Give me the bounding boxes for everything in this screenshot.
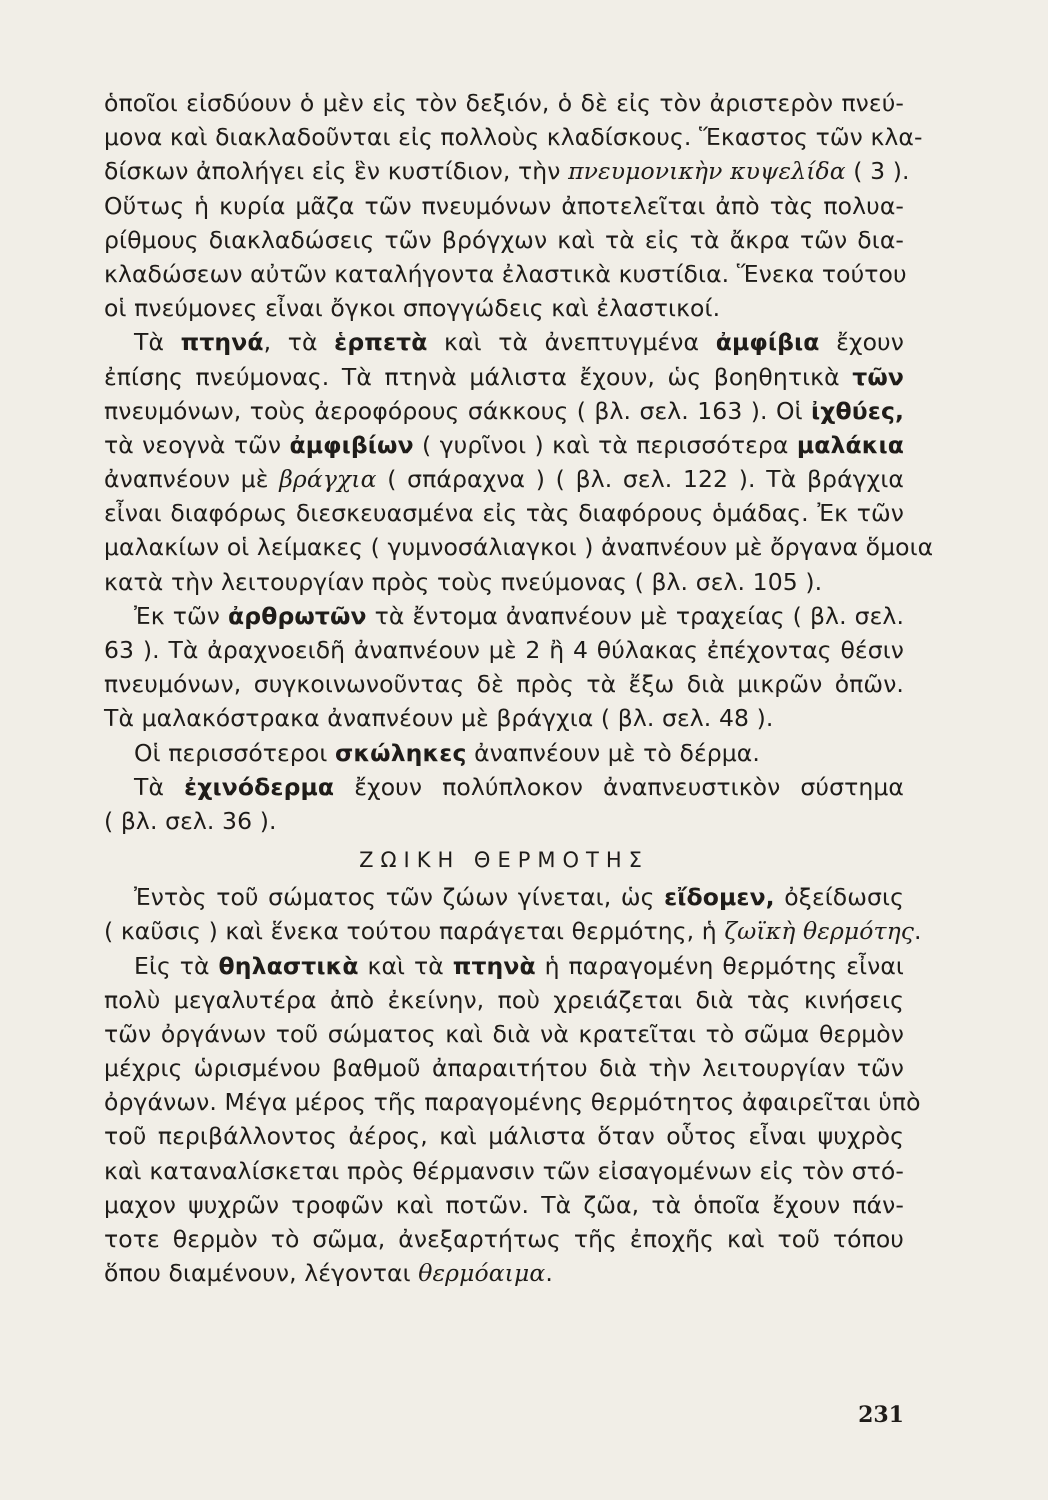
text-line: 63 ). Τὰ ἀραχνοειδῆ ἀναπνέουν μὲ 2 ἢ 4 θύλακας ἐπέχοντας θέσιν xyxy=(104,636,904,664)
text-line: Τὰ μαλακόστρακα ἀναπνέουν μὲ βράγχια ( βλ. σελ. 48 ). xyxy=(104,704,774,733)
text-span: ἐπίσης πνεύμονας. Τὰ πτηνὰ μάλιστα ἔχουν, ὡς βοηθητικὰ xyxy=(104,362,853,391)
paragraph-start xyxy=(104,949,904,983)
text-line xyxy=(104,1256,904,1290)
bold-term: ἰχθύες, xyxy=(811,396,904,425)
text-span: ἀναπνέουν μὲ τὸ δέρμα. xyxy=(466,738,760,767)
text-line: κατὰ τὴν λειτουργίαν πρὸς τοὺς πνεύμονας ( βλ. σελ. 105 ). xyxy=(104,567,823,596)
text-span: ὀξείδωσις xyxy=(774,883,904,912)
text-line: ὁποῖοι εἰσδύουν ὁ μὲν εἰς τὸν δεξιόν, ὁ δὲ εἰς τὸν ἀριστερὸν πνεύ- xyxy=(104,89,904,117)
text-line: μέχρις ὡρισμένου βαθμοῦ ἀπαραιτήτου διὰ τὴν λειτουργίαν τῶν xyxy=(104,1054,904,1083)
text-span: τὰ νεογνὰ τῶν xyxy=(104,430,290,459)
text-line: ( βλ. σελ. 36 ). xyxy=(104,806,277,835)
text-line: κλαδώσεων αὐτῶν καταλήγοντα ἐλαστικὰ κυστίδια. Ἕνεκα τούτου xyxy=(104,259,907,288)
text-line: εἶναι διαφόρως διεσκευασμένα εἰς τὰς διαφόρους ὁμάδας. Ἐκ τῶν xyxy=(104,499,904,528)
text-line xyxy=(104,394,904,428)
text-span: ἡ παραγομένη θερμότης εἶναι xyxy=(535,951,904,980)
text-span: . xyxy=(545,1259,553,1288)
bold-term: ἐχινόδερμα xyxy=(184,772,335,801)
paragraph-start xyxy=(104,770,904,804)
text-line: πνευμόνων, συγκοινωνοῦντας δὲ πρὸς τὰ ἔξω διὰ μικρῶν ὀπῶν. xyxy=(104,670,904,699)
text-span: ( γυρῖνοι ) καὶ τὰ περισσότερα xyxy=(413,430,797,459)
bold-term: σκώληκες xyxy=(334,738,467,767)
italic-term: θερμόαιμα xyxy=(418,1259,546,1288)
text-line: μονα καὶ διακλαδοῦνται εἰς πολλοὺς κλαδίσκους. Ἕκαστος τῶν κλα- xyxy=(104,123,923,152)
text-span: καὶ τὰ ἀνεπτυγμένα xyxy=(427,328,716,357)
bold-term: μαλάκια xyxy=(796,430,905,459)
text-span: Τὰ xyxy=(134,772,185,801)
italic-term: βράγχια xyxy=(279,465,377,494)
paragraph-start xyxy=(104,599,904,633)
text-line xyxy=(104,360,904,394)
text-span: πνευμόνων, τοὺς ἀεροφόρους σάκκους ( βλ. σελ. 163 ). Οἱ xyxy=(104,396,812,425)
italic-term: ζωϊκὴ θερμότης xyxy=(724,917,915,946)
text-line: τοῦ περιβάλλοντος ἀέρος, καὶ μάλιστα ὅταν οὗτος εἶναι ψυχρὸς xyxy=(104,1122,904,1151)
text-line: Οὕτως ἡ κυρία μᾶζα τῶν πνευμόνων ἀποτελεῖται ἀπὸ τὰς πολυα- xyxy=(104,191,904,220)
text-line: μαλακίων οἱ λείμακες ( γυμνοσάλιαγκοι ) ἀναπνέουν μὲ ὄργανα ὅμοια xyxy=(104,533,934,562)
text-span: , τὰ xyxy=(263,328,335,357)
text-line xyxy=(104,914,922,948)
text-line: μαχον ψυχρῶν τροφῶν καὶ ποτῶν. Τὰ ζῶα, τὰ ὁποῖα ἔχουν πάν- xyxy=(104,1190,904,1219)
text-span: . xyxy=(914,917,922,946)
text-span: Εἰς τὰ xyxy=(134,951,219,980)
text-line: καὶ καταναλίσκεται πρὸς θέρμανσιν τῶν εἰσαγομένων εἰς τὸν στό- xyxy=(104,1156,904,1185)
text-line: πολὺ μεγαλυτέρα ἀπὸ ἐκείνην, ποὺ χρειάζεται διὰ τὰς κινήσεις xyxy=(104,985,904,1014)
text-span: Οἱ περισσότεροι xyxy=(134,738,335,767)
text-line: οἱ πνεύμονες εἶναι ὄγκοι σπογγώδεις καὶ ἐλαστικοί. xyxy=(104,294,721,323)
paragraph-start xyxy=(104,880,904,914)
section-heading: ΖΩΙΚΗ ΘΕΡΜΟΤΗΣ xyxy=(359,848,649,873)
paragraph-start xyxy=(104,736,904,770)
bold-term: τῶν xyxy=(852,362,904,391)
bold-term: ἀρθρωτῶν xyxy=(228,601,367,630)
bold-term: ἀμφιβίων xyxy=(289,430,414,459)
text-span: Τὰ xyxy=(134,328,181,357)
text-span: ( 3 ). xyxy=(845,157,910,186)
text-line xyxy=(104,154,910,188)
text-span: ( σπάραχνα ) ( βλ. σελ. 122 ). Τὰ βράγχια xyxy=(376,465,904,494)
page-number: 231 xyxy=(858,1402,904,1428)
italic-term: πνευμονικὴν κυψελίδα xyxy=(568,157,846,186)
text-line xyxy=(104,462,904,496)
text-span: ἀναπνέουν μὲ xyxy=(104,465,280,494)
text-line: τοτε θερμὸν τὸ σῶμα, ἀνεξαρτήτως τῆς ἐποχῆς καὶ τοῦ τόπου xyxy=(104,1225,904,1253)
text-span: ἔχουν xyxy=(819,328,904,357)
text-span: Ἐντὸς τοῦ σώματος τῶν ζώων γίνεται, ὡς xyxy=(134,883,665,912)
text-span: ( καῦσις ) καὶ ἕνεκα τούτου παράγεται θερμότης, ἡ xyxy=(104,917,725,946)
text-span: Ἐκ τῶν xyxy=(134,601,229,630)
text-line: τῶν ὀργάνων τοῦ σώματος καὶ διὰ νὰ κρατεῖται τὸ σῶμα θερμὸν xyxy=(104,1019,904,1048)
body-text xyxy=(104,86,934,1290)
text-span: ἔχουν πολύπλοκον ἀναπνευστικὸν σύστημα xyxy=(334,772,904,801)
paragraph-start xyxy=(104,325,904,359)
bold-term: πτηνὰ xyxy=(452,951,536,980)
text-span: καὶ τὰ xyxy=(358,951,453,980)
text-line: ρίθμους διακλαδώσεις τῶν βρόγχων καὶ τὰ εἰς τὰ ἄκρα τῶν δια- xyxy=(104,225,904,254)
text-line: ὀργάνων. Μέγα μέρος τῆς παραγομένης θερμότητος ἀφαιρεῖται ὑπὸ xyxy=(104,1088,921,1117)
bold-term: θηλαστικὰ xyxy=(218,951,359,980)
text-line xyxy=(104,428,904,462)
text-span: τὰ ἔντομα ἀναπνέουν μὲ τραχείας ( βλ. σελ. xyxy=(366,601,905,630)
bold-term: εἴδομεν, xyxy=(664,883,775,912)
text-span: ὅπου διαμένουν, λέγονται xyxy=(104,1259,419,1288)
text-span: δίσκων ἀπολήγει εἰς ἓν κυστίδιον, τὴν xyxy=(104,157,569,186)
bold-term: ἑρπετὰ xyxy=(334,328,428,357)
bold-term: ἀμφίβια xyxy=(715,328,820,357)
bold-term: πτηνά xyxy=(180,328,264,357)
